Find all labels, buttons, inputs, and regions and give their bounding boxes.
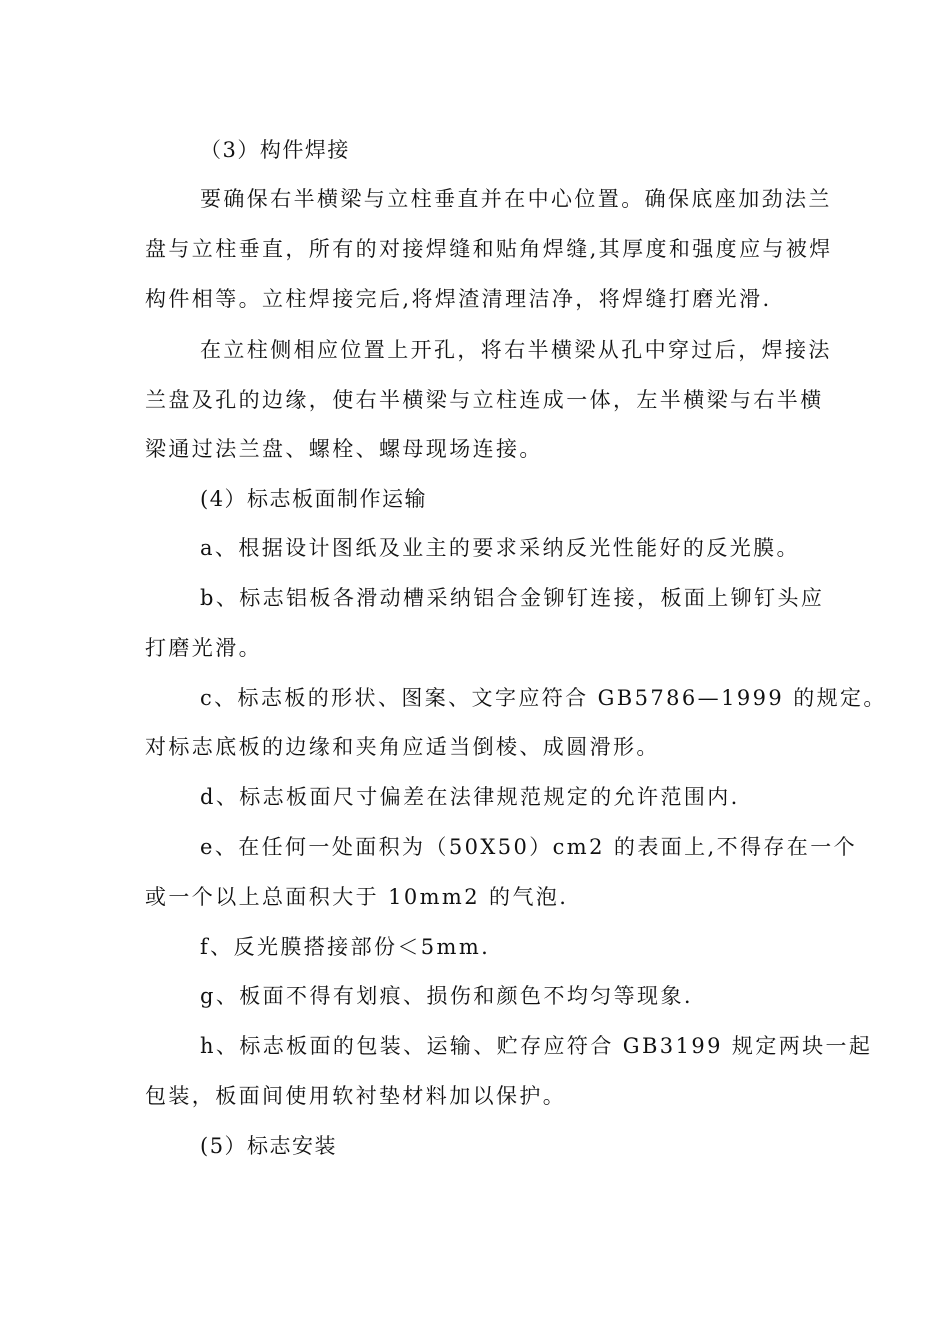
- section-heading-5: (5）标志安装: [200, 1134, 338, 1158]
- list-item-e-continued: 或一个以上总面积大于 10mm2 的气泡.: [145, 885, 569, 909]
- list-item-g: g、板面不得有划痕、损伤和颜色不均匀等现象.: [200, 984, 693, 1008]
- paragraph-line: 要确保右半横梁与立柱垂直并在中心位置。确保底座加劲法兰: [200, 187, 832, 211]
- list-item-d: d、标志板面尺寸偏差在法律规范规定的允许范围内.: [200, 785, 740, 809]
- paragraph-line: 梁通过法兰盘、螺栓、螺母现场连接。: [145, 437, 543, 461]
- list-item-b-continued: 打磨光滑。: [145, 636, 262, 660]
- list-item-e: e、在任何一处面积为（50X50）cm2 的表面上,不得存在一个: [200, 835, 858, 859]
- list-item-h: h、标志板面的包装、运输、贮存应符合 GB3199 规定两块一起: [200, 1034, 873, 1058]
- list-item-c-continued: 对标志底板的边缘和夹角应适当倒棱、成圆滑形。: [145, 735, 660, 759]
- paragraph-line: 盘与立柱垂直，所有的对接焊缝和贴角焊缝,其厚度和强度应与被焊: [145, 237, 833, 261]
- section-heading-4: (4）标志板面制作运输: [200, 487, 428, 511]
- paragraph-line: 在立柱侧相应位置上开孔，将右半横梁从孔中穿过后，焊接法: [200, 338, 832, 362]
- section-heading-3: （3）构件焊接: [200, 138, 350, 162]
- paragraph-line: 兰盘及孔的边缘，使右半横梁与立柱连成一体，左半横梁与右半横: [145, 388, 824, 412]
- paragraph-line: 构件相等。立柱焊接完后,将焊渣清理洁净，将焊缝打磨光滑.: [145, 287, 772, 311]
- list-item-f: f、反光膜搭接部份＜5mm.: [200, 935, 491, 959]
- list-item-c: c、标志板的形状、图案、文字应符合 GB5786—1999 的规定。: [200, 686, 887, 710]
- list-item-b: b、标志铝板各滑动槽采纳铝合金铆钉连接，板面上铆钉头应: [200, 586, 825, 610]
- list-item-a: a、根据设计图纸及业主的要求采纳反光性能好的反光膜。: [200, 536, 800, 560]
- list-item-h-continued: 包装，板面间使用软衬垫材料加以保护。: [145, 1084, 567, 1108]
